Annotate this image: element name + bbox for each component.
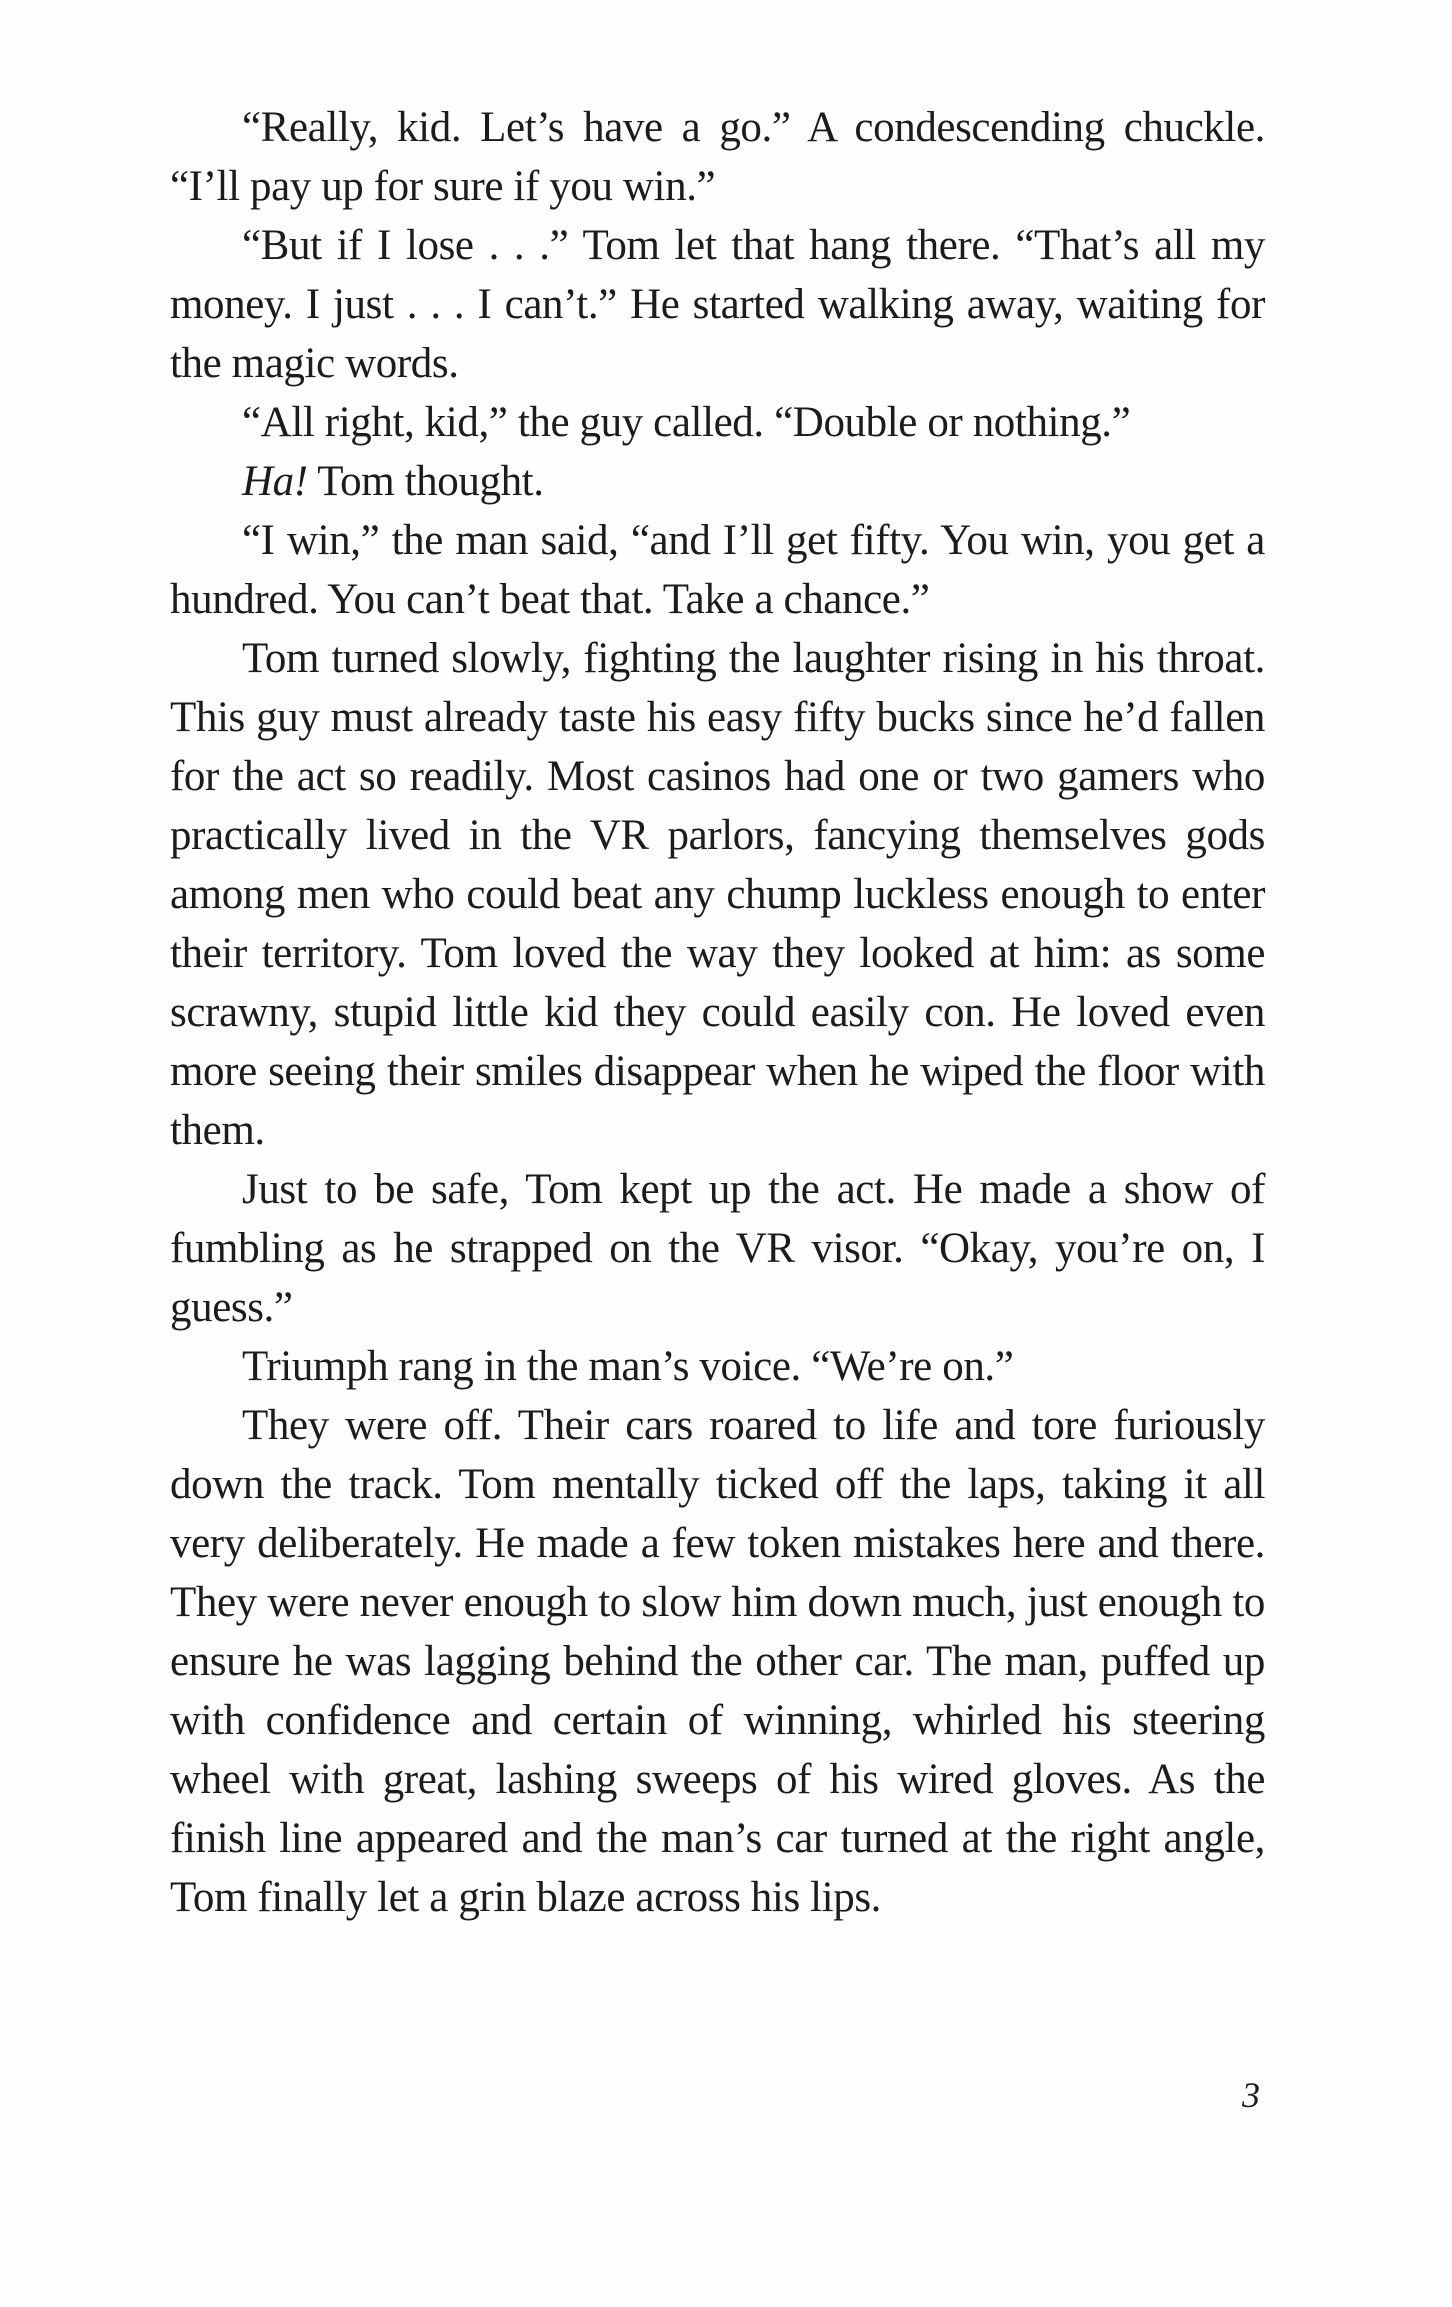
paragraph: “All right, kid,” the guy called. “Double or nothing.” [242,399,1131,446]
paragraph: Triumph rang in the man’s voice. “We’re on.” [242,1343,1014,1390]
page-number: 3 [1242,2075,1260,2115]
paragraph: “Really, kid. Let’s have a go.” A condescending chuckle. “I’ll pay up for sure if you win.” [170,104,1265,210]
paragraph-text: Tom thought. [307,458,544,505]
paragraph: “But if I lose . . .” Tom let that hang there. “That’s all my money. I just . . . I can’t.” He started walking away, waiting for the magic words. [170,222,1265,387]
body-text [170,98,1265,1927]
paragraph [170,452,1265,511]
paragraph: Tom turned slowly, fighting the laughter rising in his throat. This guy must already taste his easy fifty bucks since he’d fallen for the act so readily. Most casinos had one or two gamers who practically lived in the VR parlors, fancying themselves gods among men who could beat any chump luckless enough to enter their territory. Tom loved the way they looked at him: as some scrawny, stupid little kid they could easily con. He loved even more seeing their smiles disappear when he wiped the floor with them. [170,635,1265,1154]
paragraph: Just to be safe, Tom kept up the act. He made a show of fumbling as he strapped on the VR visor. “Okay, you’re on, I guess.” [170,1166,1265,1331]
paragraph: They were off. Their cars roared to life and tore furiously down the track. Tom mentally ticked off the laps, taking it all very deliberately. He made a few token mistakes here and there. They were never enough to slow him down much, just enough to ensure he was lagging behind the other car. The man, puffed up with confidence and certain of winning, whirled his steering wheel with great, lashing sweeps of his wired gloves. As the finish line appeared and the man’s car turned at the right angle, Tom finally let a grin blaze across his lips. [170,1402,1265,1921]
paragraph: “I win,” the man said, “and I’ll get fifty. You win, you get a hundred. You can’t beat that. Take a chance.” [170,517,1265,623]
italic-emphasis: Ha! [242,458,308,505]
